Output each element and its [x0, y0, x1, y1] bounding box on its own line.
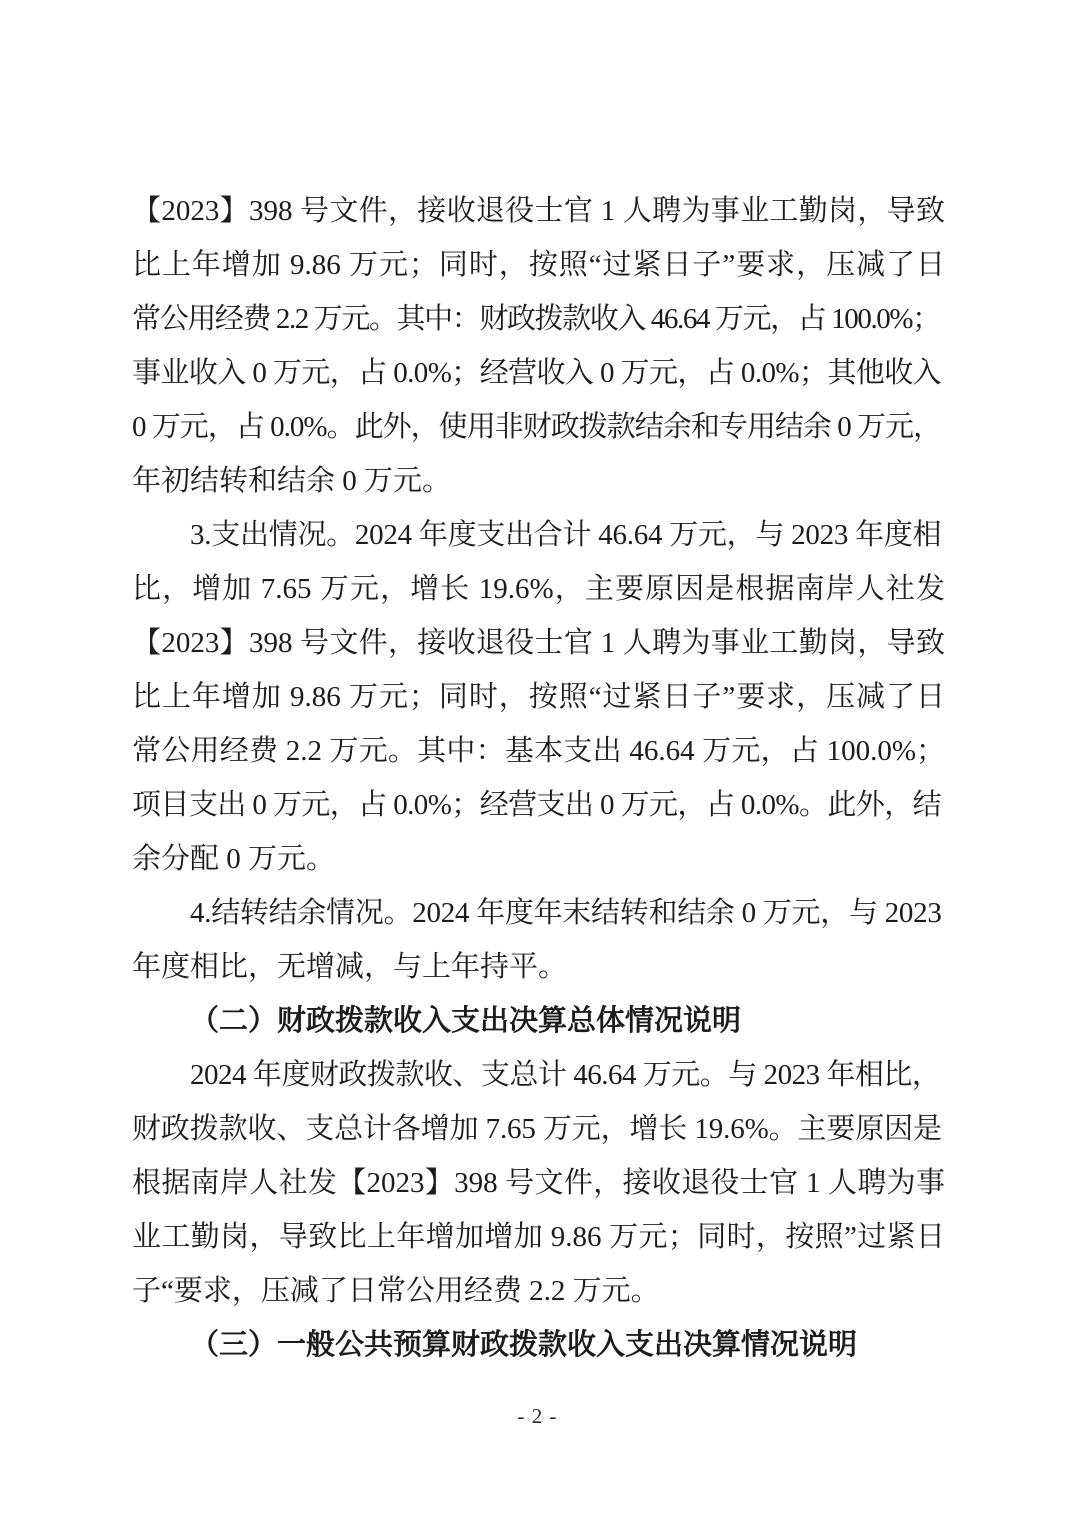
paragraph-line: 年度相比，无增减，与上年持平。 [132, 951, 568, 983]
paragraph-line: 常公用经费 2.2 万元。其中：基本支出 46.64 万元，占 100.0%； [132, 735, 945, 767]
document-body [132, 184, 945, 1372]
paragraph-line: 子“要求，压减了日常公用经费 2.2 万元。 [132, 1275, 660, 1307]
paragraph-line: 业工勤岗，导致比上年增加增加 9.86 万元；同时，按照”过紧日 [132, 1221, 945, 1253]
heading-line: （二）财政拨款收入支出决算总体情况说明 [190, 1005, 742, 1037]
paragraph-line: 财政拨款收、支总计各增加 7.65 万元，增长 19.6%。主要原因是 [132, 1113, 942, 1145]
paragraph-line: 比上年增加 9.86 万元；同时，按照“过紧日子”要求，压减了日 [132, 681, 945, 713]
paragraph-line: 【2023】398 号文件，接收退役士官 1 人聘为事业工勤岗，导致 [132, 195, 945, 227]
paragraph-line: 余分配 0 万元。 [132, 843, 336, 875]
paragraph-line: 2024 年度财政拨款收、支总计 46.64 万元。与 2023 年相比， [190, 1059, 941, 1091]
page-number: - 2 - [517, 1404, 558, 1428]
paragraph-line: 4.结转结余情况。2024 年度年末结转和结余 0 万元，与 2023 [190, 897, 942, 929]
paragraph-line: 事业收入 0 万元，占 0.0%；经营收入 0 万元，占 0.0%；其他收入 [132, 357, 942, 389]
paragraph-line: 0 万元，占 0.0%。此外，使用非财政拨款结余和专用结余 0 万元， [132, 411, 942, 443]
paragraph-line: 【2023】398 号文件，接收退役士官 1 人聘为事业工勤岗，导致 [132, 627, 945, 659]
paragraph-line: 比上年增加 9.86 万元；同时，按照“过紧日子”要求，压减了日 [132, 249, 945, 281]
paragraph-line: 年初结转和结余 0 万元。 [132, 465, 452, 497]
paragraph-line: 常公用经费 2.2 万元。其中：财政拨款收入 46.64 万元，占 100.0%； [132, 303, 940, 335]
heading-line: （三）一般公共预算财政拨款收入支出决算情况说明 [190, 1329, 858, 1361]
paragraph-line: 根据南岸人社发【2023】398 号文件，接收退役士官 1 人聘为事 [132, 1167, 945, 1199]
paragraph-line: 3.支出情况。2024 年度支出合计 46.64 万元，与 2023 年度相 [190, 519, 942, 551]
paragraph-line: 项目支出 0 万元，占 0.0%；经营支出 0 万元，占 0.0%。此外，结 [132, 789, 942, 821]
paragraph-line: 比，增加 7.65 万元，增长 19.6%，主要原因是根据南岸人社发 [132, 573, 945, 605]
